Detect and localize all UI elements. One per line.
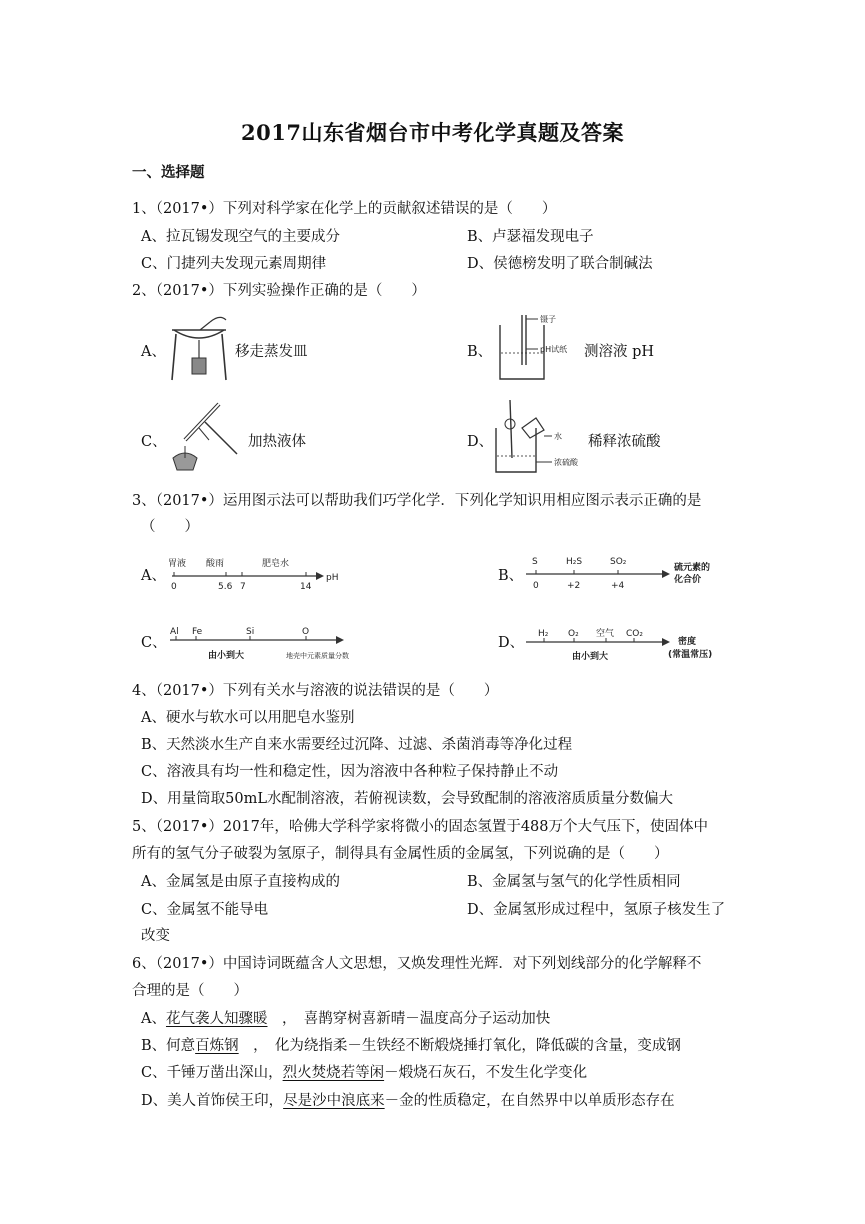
q5-stem-line1: 5、（2017•）2017年，哈佛大学科学家将微小的固态氢置于488万个大气压下，使固体中 [132,819,709,835]
label-s: S [532,557,538,567]
density-figure [522,624,734,668]
page-title: 2017山东省烟台市中考化学真题及答案 [241,120,624,145]
label-soap-water: 肥皂水 [262,559,290,569]
label-fe: Fe [192,627,203,637]
q3-stem-line2: （ ） [141,519,199,535]
q6-stem-line1: 6、（2017•）中国诗词既蕴含人文思想，又焕发理性光辉．对下列划线部分的化学解释不 [132,956,702,972]
dilute-acid-figure [490,398,590,476]
label-acid-rain: 酸雨 [206,559,225,569]
label-al: Al [170,627,179,637]
prefix: A、 [141,1011,166,1027]
label-ph-paper: pH试纸 [540,345,568,354]
heating-liquid-figure [165,396,245,476]
label-increasing: 由小到大 [572,652,609,662]
prefix: B、何意 [141,1038,196,1054]
axis-label: 地壳中元素质量分数 [286,652,349,660]
q1-stem: 1、（2017•）下列对科学家在化学上的贡献叙述错误的是（ ） [132,201,557,217]
q3-option-b-letter: B、 [498,568,524,584]
tick-plus2: +2 [567,581,581,591]
tick-0: 0 [171,582,177,592]
evaporating-dish-figure [170,312,228,382]
q2-option-b-text: 测溶液 pH [584,344,655,360]
q6-option-a [141,1009,550,1029]
axis-label-1: 硫元素的 [674,563,711,573]
q2-option-a-text: 移走蒸发皿 [235,344,308,360]
q6-option-b [141,1036,681,1056]
axis-label-2: (常温常压) [668,650,713,660]
q3-option-a-letter: A、 [141,568,166,584]
q3-option-d-letter: D、 [498,635,525,651]
q4-option-a: A、硬水与软水可以用肥皂水鉴别 [141,710,355,726]
label-so2: SO₂ [610,557,627,567]
q3-option-c-letter: C、 [141,635,167,651]
explanation: ， 化为绕指柔－生铁经不断煅烧捶打氧化，降低碳的含量，变成钢 [238,1038,681,1054]
explanation: －煅烧石灰石，不发生化学变化 [384,1065,588,1081]
label-h2: H₂ [538,629,549,639]
tick-14: 14 [300,582,312,592]
explanation: －金的性质稳定，在自然界中以单质形态存在 [384,1093,675,1109]
label-o2: O₂ [568,629,579,639]
q2-option-b-letter: B、 [467,344,493,360]
q5-option-a: A、金属氢是由原子直接构成的 [141,874,340,890]
underlined-phrase: 尽是沙中浪底来 [283,1093,385,1109]
q5-option-d: D、金属氢形成过程中，氢原子核发生了 [467,902,726,918]
q6-stem-line2: 合理的是（ ） [132,983,248,999]
axis-label-1: 密度 [678,637,697,647]
prefix: D、美人首饰侯王印， [141,1093,284,1109]
axis-ph-label: pH [326,573,339,583]
underlined-phrase: 烈火焚烧若等闲 [282,1065,385,1081]
q2-stem: 2、（2017•）下列实验操作正确的是（ ） [132,283,426,299]
sulfur-valence-figure [522,550,734,594]
q6-option-c [141,1063,587,1083]
label-water: 水 [554,432,562,441]
q5-option-d-continued: 改变 [141,928,170,944]
label-air: 空气 [596,629,615,639]
label-gastric: 胃液 [168,559,187,569]
label-o: O [302,627,310,637]
q4-option-c: C、溶液具有均一性和稳定性，因为溶液中各种粒子保持静止不动 [141,764,559,780]
underlined-phrase: 百炼钢 [195,1038,239,1054]
q1-option-d: D、侯德榜发明了联合制碱法 [467,256,653,272]
label-conc-acid: 浓硫酸 [554,458,578,467]
q2-option-d-text: 稀释浓硫酸 [588,434,661,450]
label-increasing: 由小到大 [208,651,245,661]
label-co2: CO₂ [626,629,643,639]
tick-plus4: +4 [611,581,625,591]
explanation: ， 喜鹊穿树喜新晴－温度高分子运动加快 [267,1011,551,1027]
q3-stem-line1: 3、（2017•）运用图示法可以帮助我们巧学化学．下列化学知识用相应图示表示正确的是 [132,493,702,509]
underlined-phrase: 花气袭人知骤暖 [165,1011,268,1027]
q1-option-a: A、拉瓦锡发现空气的主要成分 [141,229,340,245]
section-heading: 一、选择题 [132,164,205,181]
q4-option-b: B、天然淡水生产自来水需要经过沉降、过滤、杀菌消毒等净化过程 [141,737,573,753]
label-si: Si [246,627,255,637]
tick-7: 7 [240,582,246,592]
q2-option-d-letter: D、 [467,434,494,450]
axis-label-2: 化合价 [674,575,702,585]
label-h2s: H₂S [566,557,583,567]
q2-option-c-letter: C、 [141,434,167,450]
q5-stem-line2: 所有的氢气分子破裂为氢原子，制得具有金属性质的金属氢，下列说确的是（ ） [132,846,669,862]
q4-stem: 4、（2017•）下列有关水与溶液的说法错误的是（ ） [132,683,499,699]
prefix: C、千锤万凿出深山， [141,1065,283,1081]
crust-elements-figure [166,624,366,668]
q5-option-c: C、金属氢不能导电 [141,902,269,918]
ph-scale-figure [166,552,346,596]
q2-option-c-text: 加热液体 [248,434,306,450]
q4-option-d: D、用量筒取50mL水配制溶液，若俯视读数，会导致配制的溶液溶质质量分数偏大 [141,791,673,807]
ph-test-figure [494,313,584,383]
q1-option-b: B、卢瑟福发现电子 [467,229,594,245]
tick-0: 0 [533,581,539,591]
tick-5-6: 5.6 [218,582,233,592]
q5-option-b: B、金属氢与氢气的化学性质相同 [467,874,681,890]
q2-option-a-letter: A、 [141,344,166,360]
q6-option-d [141,1091,675,1111]
label-tweezers: 镊子 [540,315,556,324]
q1-option-c: C、门捷列夫发现元素周期律 [141,256,327,272]
